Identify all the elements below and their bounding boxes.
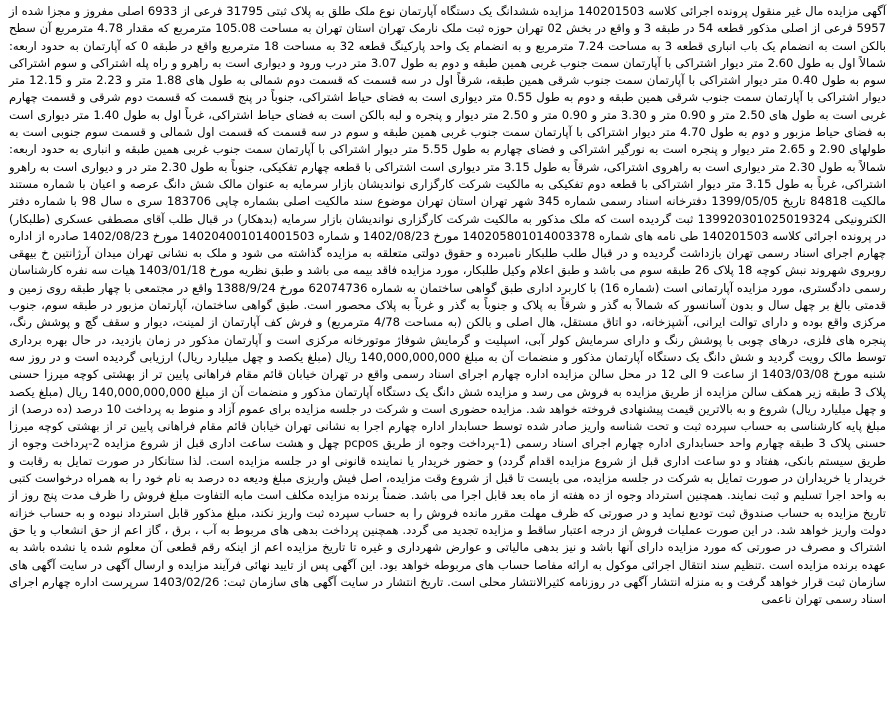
notice-paragraph: آگهی مزایده مال غیر منقول پرونده اجرائی کلاسه 140201503 مزایده ششدانگ یک دستگاه آپارتمان نوع ملک طلق به پلاک ثبتی 31795 فرعی از 6933 اصلی مفروز و مجزا شده از 5957 فرعی از اصلی مذکور قطعه 54 در طبقه 3 و واقع در بخش 02 تهران حوزه ثبت ملک نارمک تهران استان تهران به مساحت 105.08 مترمربع که مقدار 4.78 مترمربع آن سطح بالکن است به انضمام یک باب انباری قطعه 3 به مساحت 7.24 مترمربع و به انضمام یک واحد پارکینگ قطعه 32 به مساحت 18 مترمربع واقع در طبقه 0 که آپارتمان به حدود اربعه: شمالاً اول به طول 2.60 متر دیوار اشتراکی با آپارتمان سمت جنوب غربی همین طبقه و دوم به طول 3.07 متر درب ورود و دیواری است به راهرو و راه پله اشتراکی و سوم اشتراکی سوم به طول 0.40 متر دیوار اشتراکی با آپارتمان سمت جنوب شرقی همین طبقه، شرقاً اول در سه قسمت که قسمت دوم شمالی به طول های 1.88 متر و 2.23 متر و 12.15 متر دیوار اشتراکی با آپارتمان سمت جنوب شرقی همین طبقه و دوم به طول 0.55 متر دیواری است به فضای حیاط اشتراکی، جنوباً در پنج قسمت که قسمت دوم شرقی و قسمت چهارم غربی است به طول های 2.50 متر و 0.90 متر و 3.30 متر و 0.90 متر و 2.50 متر دیوار و پنجره و لبه بالکن است به فضای حیاط اشتراکی، غرباً اول به طول 1.40 متر دیواری است به فضای حیاط مزبور و دوم به طول 4.70 متر دیوار اشتراکی با آپارتمان سمت جنوب غربی همین طبقه و سوم در سه قسمت که قسمت اول شمالی و قسمت سوم جنوبی است به طولهای 2.90 و 2.65 متر دیوار و پنجره است به نورگیر اشتراکی و فضای چهارم به طول 5.55 متر دیوار اشتراکی با آپارتمان سمت جنوب غربی همین طبقه و انباری به حدود اربعه: شمالاً به طول 2.30 متر دیواری است به راهروی اشتراکی، شرقاً به طول 3.15 متر دیواری است اشتراکی با قطعه چهارم تفکیکی، جنوباً به طول 2.30 متر در و دیواری است به راهرو اشتراکی، غرباً به طول 3.15 متر دیوار اشتراکی با قطعه دوم تفکیکی به مالکیت شرکت کارگزاری نواندیشان بازار سرمایه به عنوان مالک شش دانگ عرصه و اعیان با شماره مستند مالکیت 84818 تاریخ 1399/05/05 دفترخانه اسناد رسمی شماره 345 شهر تهران استان تهران موضوع سند مالکیت اصلی بشماره چاپی 183706 سری ه سال 98 با شماره دفتر الکترونیکی 139920301025019324 ثبت گردیده است که ملک مذکور به مالکیت شرکت کارگزاری نواندیشان بازار سرمایه (بدهکار) در قبال طلب آقای مصطفی عسکری (طلبکار) در پرونده اجرائی کلاسه 140201503 طی نامه های شماره 140205801014003378 مورخ 1402/08/23 و شماره 140204001014001503 مورخ 1402/08/23 صادره از اداره چهارم اجرای اسناد رسمی تهران بازداشت گردیده و در قبال طلب طلبکار نامبرده و حقوق دولتی متعلقه به مزایده گذاشته می شود و ملک به نشانی تهران میدان آرژانتین خ بیهقی روبروی شهروند نبش کوچه 18 پلاک 26 طبقه سوم می باشد و طبق اعلام وکیل طلبکار، مورد مزایده فاقد بیمه می باشد و طبق نظریه مورخ 1403/01/18 هیات سه نفره کارشناسان رسمی دادگستری، مورد مزایده آپارتمانی است (شماره 16) با کاربرد اداری طبق گواهی ساختمان به شماره 62074736 مورخ 1388/9/24 واقع در مجتمعی با چهار طبقه روی زمین و قدمتی بالغ بر چهل سال و بدون آسانسور که شمالاً به گذر و شرقاً به پلاک و جنوباً به گذر و غرباً به پلاک محصور است. طبق گواهی ساختمان، آپارتمان مزبور در طبقه سوم، جنوب مرکزی واقع بوده و دارای توالت ایرانی، آشپزخانه، دو اتاق مستقل، هال اصلی و بالکن (به مساحت 4/78 مترمربع) و فرش کف آپارتمان از لمینت، دیوار و سقف گچ و پوشش رنگ، پنجره های فلزی، درهای چوبی با پوشش رنگ و دارای سرمایش کولر آبی، اسپلیت و گرمایش شوفاژ موتورخانه مرکزی است و آپارتمان مذکور در زمان بازدید، در حال بهره برداری توسط مالک رویت گردید و شش دانگ یک دستگاه آپارتمان مذکور و منضمات آن به مبلغ 140,000,000,000 ریال (مبلغ یکصد و چهل میلیارد ریال) ارزیابی گردیده است و در روز سه شنبه مورخ 1403/03/08 از ساعت 9 الی 12 در محل سالن مزایده اداره چهارم اجرای اسناد رسمی واقع در تهران خیابان قائم مقام فراهانی پایین تر از بهشتی کوچه میرزا حسنی پلاک 3 طبقه زیر همکف سالن مزایده از طریق مزایده به فروش می رسد و مزایده شش دانگ یک دستگاه آپارتمان مذکور و منضمات آن از مبلغ 140,000,000,000 ریال (مبلغ یکصد و چهل میلیارد ریال) شروع و به بالاترین قیمت پیشنهادی فروخته خواهد شد. مزایده حضوری است و شرکت در جلسه مزایده برای عموم آزاد و منوط به پرداخت 10 درصد (ده درصد) از مبلغ پایه کارشناسی به حساب سپرده ثبت و تحت شناسه واریز صادر شده توسط حسابدار اداره چهارم اجرا به نشانی تهران خیابان قائم مقام فراهانی پایین تر از بهشتی کوچه میرزا حسنی پلاک 3 طبقه چهارم واحد حسابداری اداره چهارم اجرای اسناد رسمی (1-پرداخت وجوه از طریق pcpos چهل و هشت ساعت اداری قبل از شروع مزایده 2-پرداخت وجوه از طریق سیستم بانکی، هفتاد و دو ساعت اداری قبل از شروع مزایده اقدام گردد) و حضور خریدار یا نماینده قانونی او در جلسه مزایده است. لذا ستانکار در صورت تمایل به رقابت و خریدار یا خریداران در صورت تمایل به شرکت در جلسه مزایده، می بایست تا قبل از شروع وقت مزایده، اصل فیش واریزی مبلغ ودیعه ده درصد به نام خود را به همراه درخواست کتبی به واحد اجرا تسلیم و ثبت نمایند. همچنین استرداد وجوه از ده هفته از ماه بعد قابل اجرا می باشد. ضمناً برنده مزایده مکلف است مابه التفاوت مبلغ فروش را ظرف مدت پنج روز از تاریخ مزایده به حساب صندوق ثبت تودیع نماید و در صورتی که ظرف مهلت مقرر مانده فروش را به حساب سپرده ثبت واریز نکند، مبلغ مذکور قابل استرداد نبوده و به حساب خزانه دولت واریز خواهد شد. در این صورت عملیات فروش از درجه اعتبار ساقط و مزایده تجدید می گردد. همچنین پرداخت بدهی های مربوط به آب ، برق ، گاز اعم از حق انشعاب و یا حق اشتراک و مصرف در صورتی که مورد مزایده دارای آنها باشد و نیز بدهی مالیاتی و عوارض شهرداری و غیره تا تاریخ مزایده اعم از اینکه رقم قطعی آن معلوم شده یا نشده باشد به عهده برنده مزایده است .تنظیم سند انتقال اجرائی موکول به ارائه مفاصا حساب های مربوطه خواهد بود. این آگهی پس از تایید نهائی فرآیند مزایده و ارسال آگهی در سایت آگهی های سازمان ثبت قرار خواهد گرفت و به منزله انتشار آگهی در روزنامه کثیرالانتشار محلی است. تاریخ انتشار در سایت آگهی های سازمان ثبت: 1403/02/26 سرپرست اداره چهارم اجرای اسناد رسمی تهران ناعمی <box>9 4 887 607</box>
